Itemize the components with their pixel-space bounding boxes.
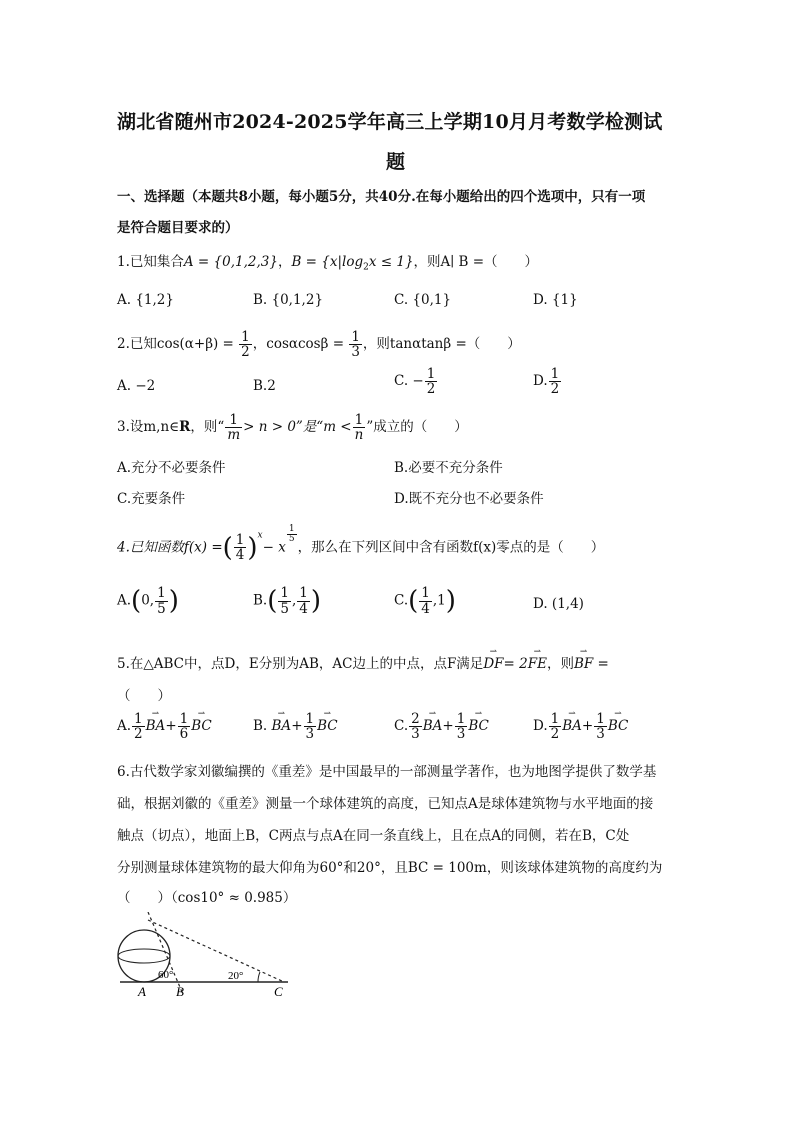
q2-ask: ，则tanαtanβ =（ ） [362, 336, 521, 353]
q2-mid: ，cosαcosβ = [252, 336, 345, 353]
q1-option-d: D. {1} [533, 292, 578, 308]
q4-option-a: A.(0, $\frac{1}{5}$ ) [117, 585, 179, 617]
q2-fraction-1: $\frac{1}{2}$ [241, 329, 250, 361]
q2-option-d: D. $\frac{1}{2}$ [533, 366, 560, 398]
q1-log-base: 2 [363, 262, 369, 273]
q4-base-fraction: $\frac{1}{4}$ [235, 532, 245, 564]
q4-exponent: $\frac{1}{5}$ [288, 524, 295, 545]
question-3: 3.设m,n∈R，则“ $\frac{1}{m}$ > n > 0”是“m < $\frac{1}{n}$ ”成立的（ ） [117, 412, 468, 444]
angle-60-label: 60° [158, 969, 174, 981]
q6-line-3: 触点（切点），地面上B，C两点与点A在同一条直线上，且在点A的同侧，若在B，C处 [117, 828, 630, 844]
q2-option-b: B.2 [253, 378, 276, 394]
label-c: C [274, 984, 283, 999]
question-2 [117, 330, 521, 359]
q1-option-a: A. {1,2} [117, 292, 174, 308]
q5-option-b: B. ⇀ BA+ $\frac{1}{3}$ ⇀ BC [253, 712, 338, 741]
q5-option-d: D. $\frac{1}{2}$ ⇀ BA+ $\frac{1}{3}$ ⇀ BC [533, 712, 628, 741]
label-a: A [138, 984, 146, 999]
page-title: 湖北省随州市2024-2025学年高三上学期10月月考数学检测试 [117, 111, 663, 133]
q4-option-d: D. (1,4) [533, 596, 584, 612]
q3-option-c: C.充要条件 [117, 491, 186, 507]
q2-option-c: C. − $\frac{1}{2}$ [394, 366, 436, 398]
q3-option-b: B.必要不充分条件 [394, 460, 503, 476]
q3-fraction-2: $\frac{1}{n}$ [354, 412, 364, 444]
page-title-cont: 题 [386, 151, 406, 173]
q6-line-2: 础，根据刘徽的《重差》测量一个球体建筑的高度，已知点A是球体建筑物与水平地面的接 [117, 796, 654, 812]
q5-option-c: C. $\frac{2}{3}$ ⇀ BA+ $\frac{1}{3}$ ⇀ BC [394, 712, 489, 741]
q6-line-4: 分别测量球体建筑物的最大仰角为60°和20°，且BC = 100m，则该球体建筑物的高度约为 [117, 860, 663, 876]
q1-ask: ，则A∣ B =（ ） [413, 254, 539, 270]
q1-option-b: B. {0,1,2} [253, 292, 324, 308]
question-1: 1.已知集合A = {0,1,2,3}，$B = \{x|\log_2x \le 1\}$，则A∣ B =（ ） [117, 254, 539, 273]
q1-option-c: C. {0,1} [394, 292, 452, 308]
q4-option-b: B.( $\frac{1}{5}$ , $\frac{1}{4}$ ) [253, 585, 322, 617]
q6-line-1: 6.古代数学家刘徽编撰的《重差》是中国最早的一部测量学著作，也为地图学提供了数学基 [117, 764, 657, 780]
q1-set-b: B = {x|log [291, 254, 364, 270]
q3-fraction-1: $\frac{1}{m}$ [227, 412, 241, 444]
section-header-cont: 是符合题目要求的） [117, 220, 239, 236]
q1-set-a: A = {0,1,2,3} [183, 254, 278, 270]
q5-paren: （ ） [117, 688, 171, 704]
q2-option-a: A. −2 [117, 378, 156, 394]
q5-option-a: A. $\frac{1}{2}$ ⇀ BA+ $\frac{1}{6}$ ⇀ BC [117, 712, 212, 741]
q4-option-c: C.( $\frac{1}{4}$ ,1) [394, 585, 456, 617]
q2-stem: 2.已知cos(α+β) = [117, 336, 234, 353]
sphere-equator [118, 949, 170, 963]
question-4: 4.已知函数f(x) =( $\frac{1}{4}$ )$^x$− x $\frac{1}{5}$ ，那么在下列区间中含有函数f(x)零点的是（ ） [117, 524, 605, 564]
q6-figure [110, 912, 300, 1002]
q1-set-b-tail: x ≤ 1} [368, 254, 414, 270]
label-b: B [176, 984, 184, 999]
question-5: 5.在△ABC中，点D，E分别为AB，AC边上的中点，点F满足⇀ DF= 2⇀ FE，则⇀ BF = [117, 652, 609, 672]
angle-20-arc [258, 972, 260, 982]
section-header: 一、选择题（本题共8小题，每小题5分，共40分.在每小题给出的四个选项中，只有一项 [117, 189, 646, 205]
q3-option-a: A.充分不必要条件 [117, 460, 226, 476]
q2-fraction-2: $\frac{1}{3}$ [351, 329, 360, 361]
q6-line-5: （ ）（cos10° ≈ 0.985） [117, 890, 297, 906]
angle-20-label: 20° [228, 970, 244, 982]
q3-option-d: D.既不充分也不必要条件 [394, 491, 544, 507]
q1-stem: 1.已知集合 [117, 254, 184, 270]
